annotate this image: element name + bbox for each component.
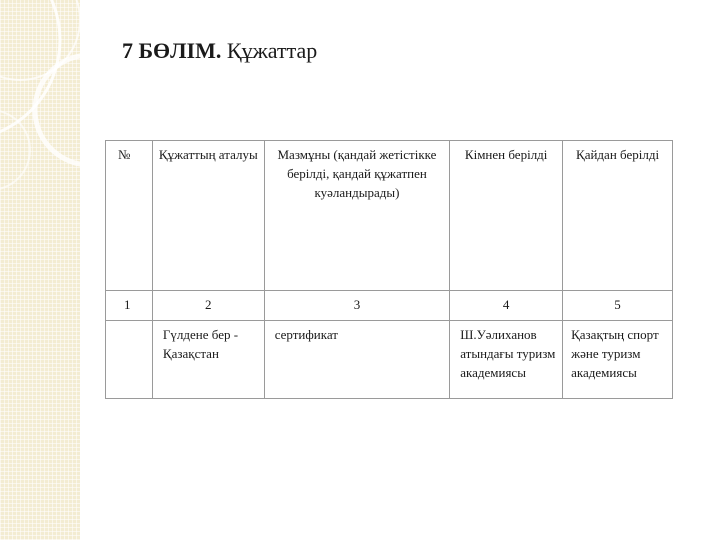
section-number: 7 БӨЛІМ. <box>122 38 222 63</box>
table-cell <box>106 320 153 398</box>
header-content: Мазмұны (қандай жетістікке берілді, қандай құжатпен куәландырады) <box>264 141 450 291</box>
section-title: Құжаттар <box>226 38 318 63</box>
table-cell-issued-by: Ш.Уәлиханов атындағы туризм академиясы <box>450 320 563 398</box>
table-header-row <box>106 141 673 291</box>
table-cell-document-name: Гүлдене бер - Қазақстан <box>152 320 264 398</box>
page-title <box>122 38 317 64</box>
index-cell: 1 <box>106 291 153 321</box>
index-cell: 4 <box>450 291 563 321</box>
decorative-circles <box>0 0 80 540</box>
table-row <box>106 320 673 398</box>
index-cell: 3 <box>264 291 450 321</box>
table-cell-content: сертификат <box>264 320 450 398</box>
documents-table <box>105 140 673 399</box>
header-issued-by: Кімнен берілді <box>450 141 563 291</box>
index-cell: 2 <box>152 291 264 321</box>
header-document-name: Құжаттың аталуы <box>152 141 264 291</box>
header-number: № <box>106 141 153 291</box>
index-cell: 5 <box>563 291 673 321</box>
table-cell-issued-where: Қазақтың спорт және туризм академиясы <box>563 320 673 398</box>
decorative-side-band <box>0 0 80 540</box>
table-index-row <box>106 291 673 321</box>
header-issued-where: Қайдан берілді <box>563 141 673 291</box>
